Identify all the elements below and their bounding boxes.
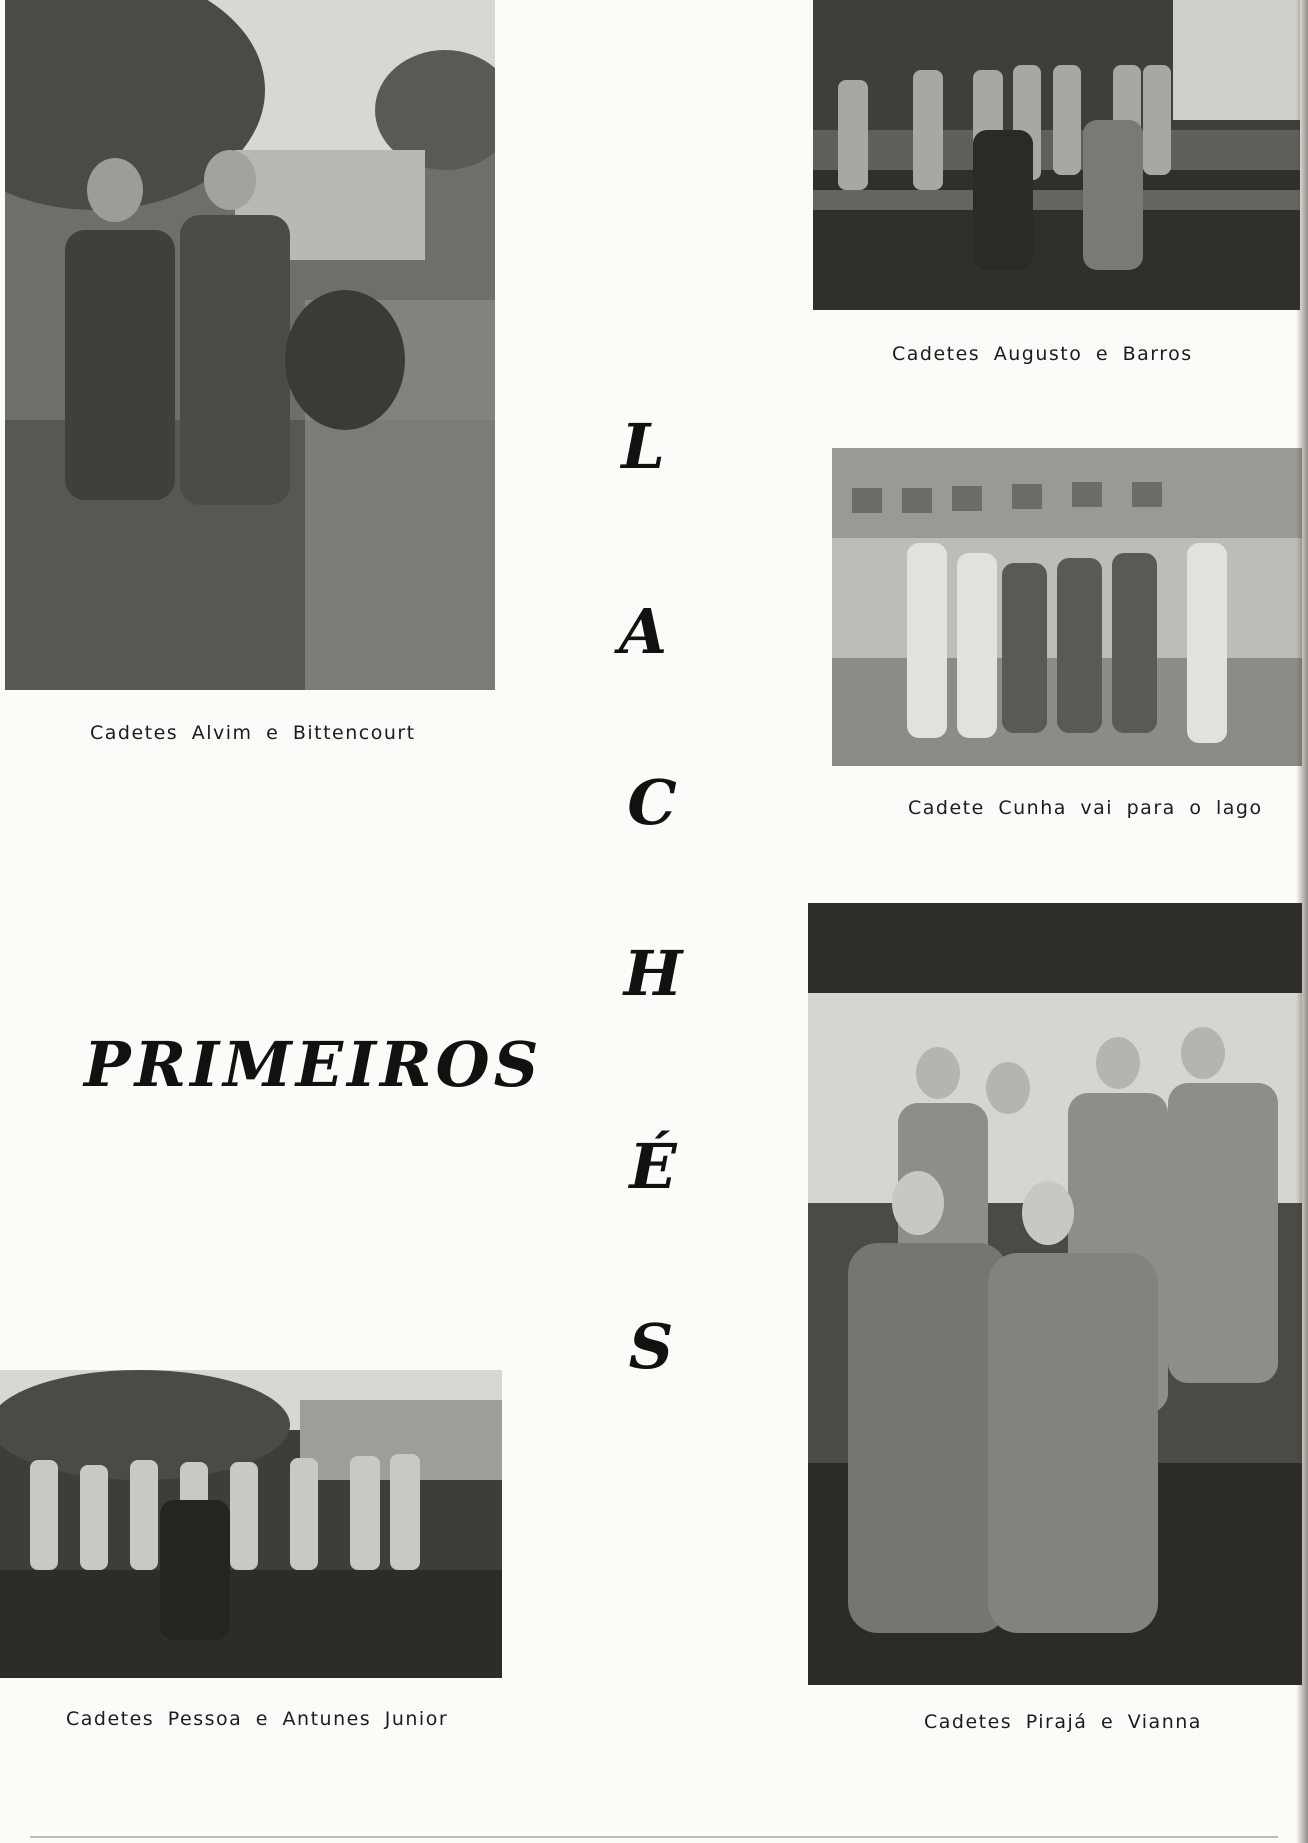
- photo-piraja-vianna: [808, 903, 1302, 1685]
- page-edge-shadow: [1296, 0, 1308, 1843]
- caption-cunha-lago: Cadete Cunha vai para o lago: [908, 797, 1263, 819]
- bottom-divider: [30, 1836, 1278, 1838]
- vertical-letter-l: L: [621, 410, 665, 483]
- photo-cunha-lago: [832, 448, 1302, 766]
- caption-augusto-barros: Cadetes Augusto e Barros: [892, 343, 1193, 365]
- vertical-letter-e-acute: É: [629, 1130, 677, 1203]
- photo-augusto-barros: [813, 0, 1300, 310]
- photo-alvim-bittencourt: [5, 0, 495, 690]
- vertical-letter-c: C: [627, 766, 677, 839]
- vertical-letter-s: S: [628, 1310, 674, 1383]
- caption-alvim-bittencourt: Cadetes Alvim e Bittencourt: [90, 722, 416, 744]
- vertical-letter-h: H: [623, 937, 683, 1010]
- vertical-letter-a: A: [618, 595, 668, 668]
- caption-piraja-vianna: Cadetes Pirajá e Vianna: [924, 1711, 1202, 1733]
- page-title: PRIMEIROS: [84, 1028, 543, 1101]
- caption-pessoa-antunes: Cadetes Pessoa e Antunes Junior: [66, 1708, 449, 1730]
- photo-pessoa-antunes: [0, 1370, 502, 1678]
